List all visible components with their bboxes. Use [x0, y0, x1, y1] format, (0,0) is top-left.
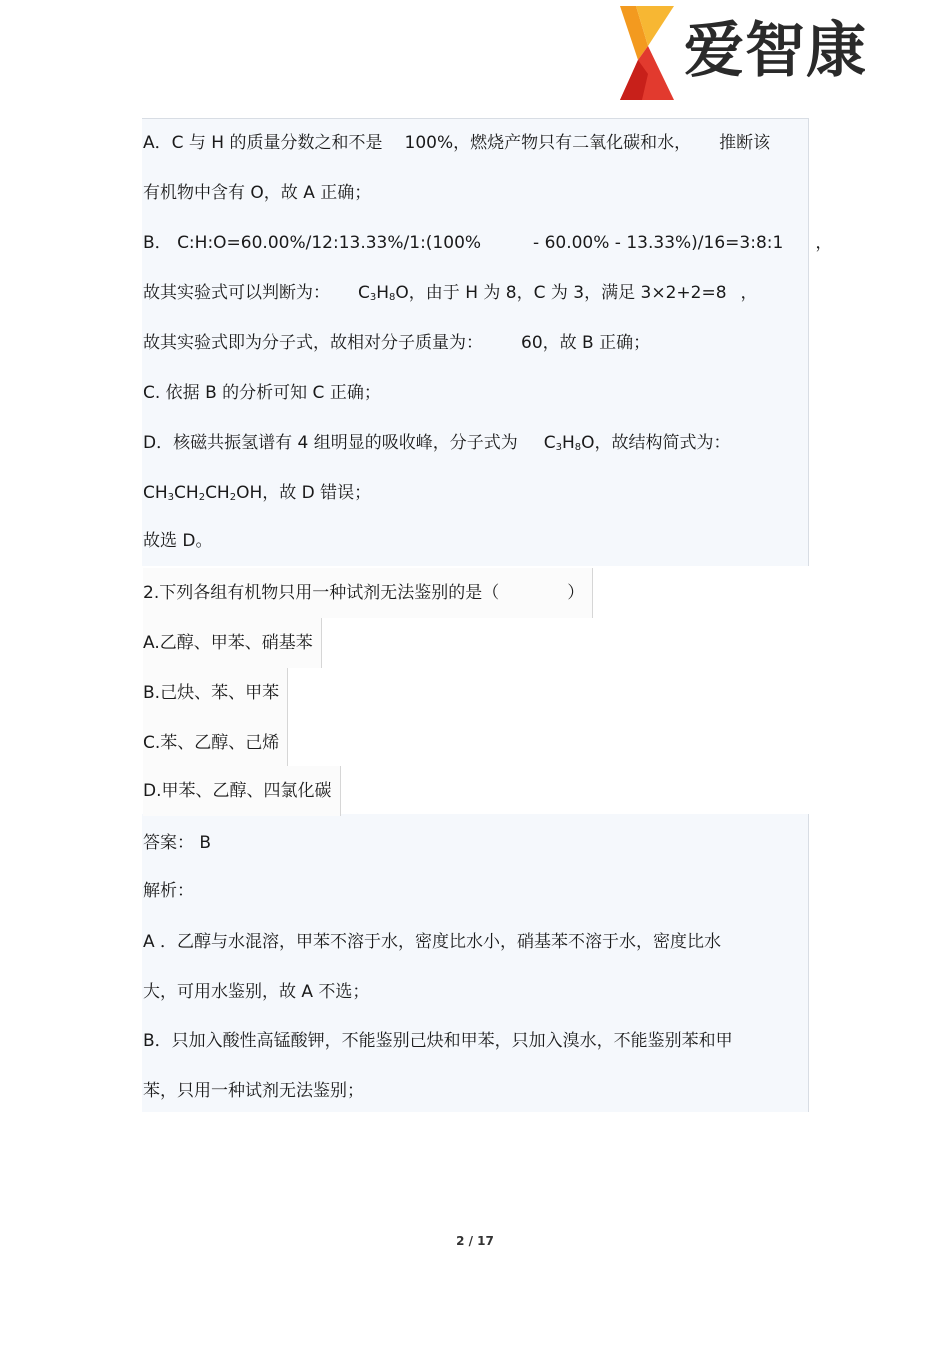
brand-logo [618, 4, 867, 102]
q1-b-line2: 故其实验式可以判断为： $C_3H_8O$，由于 H 为 8，C 为 3，满足 3×2+2=8 ， [143, 283, 758, 303]
q2-answer: 答案： B [143, 833, 212, 853]
q1-c-line: C. 依据 B 的分析可知 C 正确； [143, 383, 381, 403]
q2-a-line1: A ．乙醇与水混溶，甲苯不溶于水，密度比水小，硝基苯不溶于水，密度比水 [143, 932, 722, 952]
brand-name: 爱智康 [684, 16, 867, 86]
logo-mark-icon [618, 4, 678, 102]
q1-b-line1: B． C:H:O=60.00%/12:13.33%/1:(100% - 60.00% - 13.33%)/16=3:8:1 ， [143, 233, 833, 253]
q1-d-line1: D．核磁共振氢谱有 4 组明显的吸收峰，分子式为 $C_3H_8O$，故结构简式为： [143, 433, 731, 453]
q1-b-line3: 故其实验式即为分子式，故相对分子质量为： 60，故 B 正确； [143, 333, 651, 353]
q1-a-line2: 有机物中含有 O，故 A 正确； [143, 183, 372, 203]
page-number: 2 / 17 [456, 1234, 494, 1248]
q2-b-line2: 苯，只用一种试剂无法鉴别； [143, 1081, 364, 1101]
q2-option-a: A.乙醇、甲苯、硝基苯 [143, 618, 322, 668]
q2-option-b: B.己炔、苯、甲苯 [143, 668, 288, 718]
q1-a-line1: A．C 与 H 的质量分数之和不是 100%，燃烧产物只有二氧化碳和水， 推断该 [143, 133, 771, 153]
q2-option-c: C.苯、乙醇、己烯 [143, 718, 288, 768]
q2-a-line2: 大，可用水鉴别，故 A 不选； [143, 982, 370, 1002]
q1-conclusion: 故选 D。 [143, 531, 213, 551]
q2-b-line1: B．只加入酸性高锰酸钾，不能鉴别己炔和甲苯，只加入溴水，不能鉴别苯和甲 [143, 1031, 733, 1051]
q2-analysis-label: 解析： [143, 881, 194, 901]
q2-stem: 2.下列各组有机物只用一种试剂无法鉴别的是（ ） [143, 568, 593, 618]
q2-option-d: D.甲苯、乙醇、四氯化碳 [143, 766, 341, 816]
q1-d-line2: $CH_3CH_2CH_2OH$，故 D 错误； [143, 483, 372, 503]
